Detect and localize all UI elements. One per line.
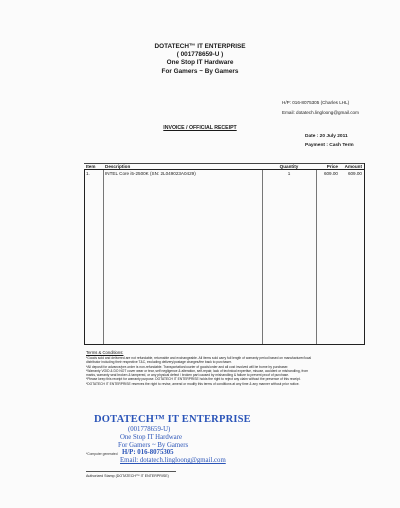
invoice-date: Date : 20 July 2011 [305,134,348,139]
computer-generated-note: *Computer generated [86,452,118,456]
row-quantity: 1 [287,170,291,176]
header-amount: Amount [340,163,364,170]
header-quantity: Quantity [262,163,316,170]
company-header [0,43,400,76]
stamp-email: Email: dotatech.lingloong@gmail.com [120,457,226,464]
contact-email: Email: dotatech.lingloong@gmail.com [282,110,359,115]
payment-term: Payment : Cash Term [305,142,354,148]
terms-line: *Goods sold and delivered are not refundable, returnable and exchangeable. All items sold carry full length of warranty period based on manufacturer/local [86,356,312,360]
document-title: INVOICE / OFFICIAL RECEIPT [163,125,237,131]
contact-phone: H/P: 016-8075305 (Charles LHL) [282,100,350,105]
company-name: DOTATECH™ IT ENTERPRISE [154,43,246,50]
terms-line: *Warranty VOID & DO NOT cover wear or tear, self negligence & alteration, self-repair, lack of technical expertise, misuse, accident or mishandling, from [86,368,309,373]
row-amount: 609.00 [347,170,362,176]
row-description: INTEL Core i5-2500K (SN: 2L049023A0429) [105,170,196,176]
terms-line: *DOTATECH IT ENTERPRISE reserves the right to revise, amend or modify this terms of conditions at any time & any manner without prior notice. [86,381,300,386]
row-price: 609.00 [323,170,338,176]
column-separator [316,170,317,344]
terms-line: *All deposit for advance/pre-order is non-refundable. Transportation/courier of goods/order and all cost involved will be borne by purchaser. [86,364,289,369]
company-reg-no: ( 001778659-U ) [176,51,224,59]
terms-list [86,356,368,386]
row-item: 1. [86,170,90,176]
header-price: Price [316,163,340,170]
terms-line: distributor including their respective T&C, excluding delivery/postage charges/fee back to purchaser. [86,360,232,365]
table-row [84,170,364,177]
column-separator [262,170,263,344]
header-item: Item [84,163,103,170]
signature-line [86,471,176,472]
stamp-tagline: One Stop IT Hardware [120,434,182,441]
terms-line: *Please keep this receipt for warranty purpose. DOTATECH IT ENTERPRISE holds the right to reject any claim without the presence of this receipt. [86,377,301,382]
header-description: Description [103,163,262,170]
company-tagline: One Stop IT Hardware [166,59,234,67]
stamp-company: DOTATECH™ IT ENTERPRISE [94,414,251,425]
items-table [84,163,364,176]
invoice-meta [305,133,354,150]
stamp-reg-no: (001778659-U) [128,426,171,433]
terms-line: marks, warranty seal broken & tampered, or any physical defect / broken part caused by mishandling & failure to prevent proof of purchase. [86,373,290,378]
stamp-phone: H/P: 016-8075305 [122,449,174,456]
table-right-border [364,163,365,344]
table-bottom-border [84,344,365,345]
column-separator [103,170,104,344]
company-motto: For Gamers ~ By Gamers [161,67,239,75]
terms-title: Terms & Conditions: [86,350,124,355]
signature-label: Authorized Stamp (DOTATECH™ IT ENTERPRISE) [86,474,169,478]
table-left-border [84,170,85,344]
stamp-motto: For Gamers ~ By Gamers [118,442,189,449]
contact-info [282,98,359,118]
